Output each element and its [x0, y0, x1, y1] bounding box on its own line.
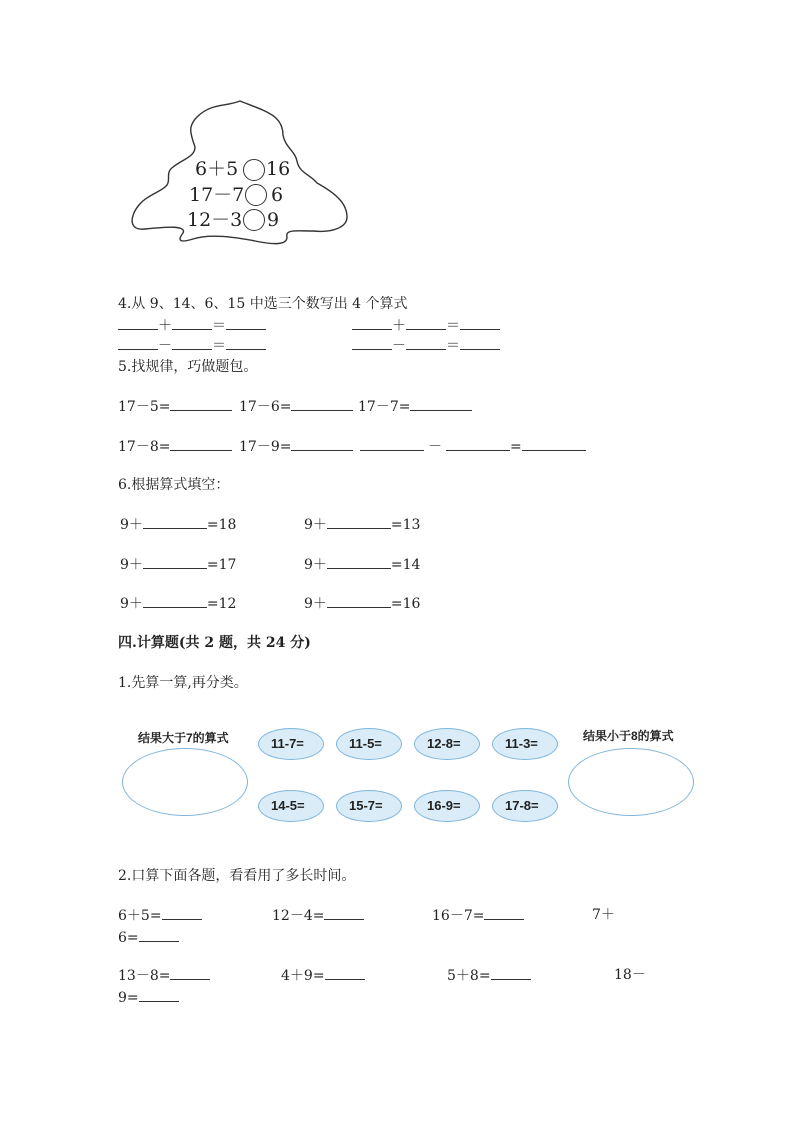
- plus-sign: ＋: [158, 318, 172, 334]
- q5-expr: 17－7=: [358, 399, 411, 415]
- expression-pill[interactable]: [414, 790, 480, 822]
- answer-blank[interactable]: [324, 907, 364, 920]
- expression-pill[interactable]: [336, 790, 402, 822]
- plus-sign: ＋: [392, 318, 406, 334]
- pill-label: 11-3=: [505, 736, 538, 751]
- answer-blank[interactable]: [484, 907, 524, 920]
- answer-blank[interactable]: [143, 516, 207, 529]
- answer-blank[interactable]: [491, 967, 531, 980]
- expression-pill[interactable]: [336, 728, 402, 760]
- q6-title: 6.根据算式填空：: [118, 477, 230, 493]
- q6-item: [120, 556, 236, 573]
- q5-item: [358, 398, 472, 415]
- tree-row1-expr: 6＋5: [195, 158, 239, 180]
- classify-figure: [118, 722, 698, 826]
- q4-row2-right: [352, 337, 500, 354]
- q42-expr: 13－8=: [118, 968, 171, 984]
- q6-result: =18: [206, 517, 237, 533]
- q6-result: =13: [390, 517, 421, 533]
- answer-blank[interactable]: [406, 337, 446, 350]
- q42-item: [118, 907, 202, 924]
- tree-row3-right: 9: [267, 209, 280, 231]
- q5-expr: 17－5=: [118, 399, 171, 415]
- q5-expr: 17－8=: [118, 439, 171, 455]
- q42-expr: 9=: [118, 990, 139, 1006]
- answer-blank[interactable]: [172, 337, 212, 350]
- q6-prefix: 9＋: [304, 557, 327, 573]
- right-oval-label: 结果小于8的算式: [583, 729, 674, 743]
- answer-blank[interactable]: [143, 556, 207, 569]
- answer-blank[interactable]: [170, 438, 232, 451]
- q5-title: 5.找规律，巧做题包。: [118, 359, 258, 375]
- q6-prefix: 9＋: [120, 596, 143, 612]
- q42-expr: 6=: [118, 930, 139, 946]
- answer-blank[interactable]: [460, 337, 500, 350]
- answer-blank[interactable]: [352, 317, 392, 330]
- answer-blank[interactable]: [143, 595, 207, 608]
- answer-blank[interactable]: [170, 967, 210, 980]
- expression-pill[interactable]: [492, 728, 558, 760]
- answer-blank[interactable]: [446, 438, 510, 451]
- tree-figure: [125, 95, 365, 255]
- answer-blank[interactable]: [226, 337, 266, 350]
- answer-blank[interactable]: [352, 337, 392, 350]
- equals-sign: ＝: [212, 338, 226, 354]
- left-answer-oval[interactable]: [122, 748, 248, 816]
- tree-row3-expr: 12－3: [187, 209, 243, 231]
- q4-row1-right: [352, 317, 500, 334]
- answer-blank[interactable]: [327, 516, 391, 529]
- section-heading: 四.计算题(共 2 题，共 24 分): [118, 635, 311, 651]
- answer-blank[interactable]: [325, 967, 365, 980]
- q5-item: [239, 438, 353, 455]
- q6-prefix: 9＋: [304, 517, 327, 533]
- answer-blank[interactable]: [406, 317, 446, 330]
- answer-blank[interactable]: [170, 398, 232, 411]
- q42-expr: 5＋8=: [447, 968, 491, 984]
- answer-blank[interactable]: [291, 438, 353, 451]
- q5-item: [118, 438, 232, 455]
- q6-item: [120, 595, 236, 612]
- q42-expr: 12－4=: [272, 908, 325, 924]
- q42-item: [118, 989, 179, 1006]
- q6-item: [304, 556, 420, 573]
- answer-blank[interactable]: [139, 929, 179, 942]
- answer-blank[interactable]: [291, 398, 353, 411]
- q6-item: [304, 595, 420, 612]
- q5-item: [118, 398, 232, 415]
- q5-expr: 17－6=: [239, 399, 292, 415]
- q42-title: 2.口算下面各题，看看用了多长时间。: [118, 868, 356, 884]
- q42-expr: 6＋5=: [118, 908, 162, 924]
- q6-item: [120, 516, 236, 533]
- answer-blank[interactable]: [118, 317, 158, 330]
- q42-wrapped-expr: 7＋: [592, 907, 615, 923]
- pill-label: 11-7=: [271, 736, 304, 751]
- q6-prefix: 9＋: [120, 557, 143, 573]
- equals-sign: ＝: [446, 338, 460, 354]
- q4-row1-left: [118, 317, 266, 334]
- pill-label: 11-5=: [349, 736, 382, 751]
- expression-pill[interactable]: [492, 790, 558, 822]
- q6-result: =17: [206, 557, 237, 573]
- answer-blank[interactable]: [162, 907, 202, 920]
- expression-pill[interactable]: [258, 728, 324, 760]
- minus-sign: －: [428, 439, 442, 455]
- expression-pill[interactable]: [414, 728, 480, 760]
- q6-result: =14: [390, 557, 421, 573]
- equals-sign: ＝: [446, 318, 460, 334]
- answer-blank[interactable]: [522, 438, 586, 451]
- right-answer-oval[interactable]: [568, 748, 694, 816]
- tree-row1-right: 16: [266, 158, 291, 180]
- tree-row2-right: 6: [271, 184, 284, 206]
- minus-sign: －: [158, 338, 172, 354]
- q6-result: =12: [206, 596, 237, 612]
- equals-sign: ＝: [212, 318, 226, 334]
- answer-blank[interactable]: [410, 398, 472, 411]
- q42-item: [432, 907, 524, 924]
- pill-label: 16-9=: [427, 798, 461, 813]
- tree-row2-expr: 17－7: [189, 184, 245, 206]
- q5-expr: 17－9=: [239, 439, 292, 455]
- q42-item: [118, 967, 210, 984]
- tree-row3-compare-circle[interactable]: [243, 209, 265, 231]
- answer-blank[interactable]: [360, 438, 424, 451]
- q42-item: [447, 967, 531, 984]
- q41-title: 1.先算一算,再分类。: [118, 675, 248, 691]
- q42-expr: 4＋9=: [281, 968, 325, 984]
- q4-title: 4.从 9、14、6、15 中选三个数写出 4 个算式: [118, 296, 408, 312]
- pill-label: 15-7=: [349, 798, 383, 813]
- q6-item: [304, 516, 420, 533]
- pill-label: 12-8=: [427, 736, 461, 751]
- q5-item: [239, 398, 353, 415]
- pill-label: 14-5=: [271, 798, 305, 813]
- tree-row1-compare-circle[interactable]: [243, 159, 265, 181]
- q42-wrapped-expr: 18－: [614, 967, 646, 983]
- answer-blank[interactable]: [327, 556, 391, 569]
- q42-item: [281, 967, 365, 984]
- left-oval-label: 结果大于7的算式: [138, 731, 229, 745]
- equals-sign: =: [510, 439, 522, 455]
- q6-result: =16: [390, 596, 421, 612]
- tree-row2-compare-circle[interactable]: [245, 184, 267, 206]
- pill-label: 17-8=: [505, 798, 539, 813]
- answer-blank[interactable]: [327, 595, 391, 608]
- answer-blank[interactable]: [226, 317, 266, 330]
- answer-blank[interactable]: [172, 317, 212, 330]
- expression-pill[interactable]: [258, 790, 324, 822]
- q5-fill-equation: [360, 438, 586, 455]
- answer-blank[interactable]: [460, 317, 500, 330]
- q42-item: [118, 929, 179, 946]
- q6-prefix: 9＋: [304, 596, 327, 612]
- answer-blank[interactable]: [139, 989, 179, 1002]
- q6-prefix: 9＋: [120, 517, 143, 533]
- q42-item: [272, 907, 364, 924]
- minus-sign: －: [392, 338, 406, 354]
- q42-expr: 16－7=: [432, 908, 485, 924]
- q4-row2-left: [118, 337, 266, 354]
- answer-blank[interactable]: [118, 337, 158, 350]
